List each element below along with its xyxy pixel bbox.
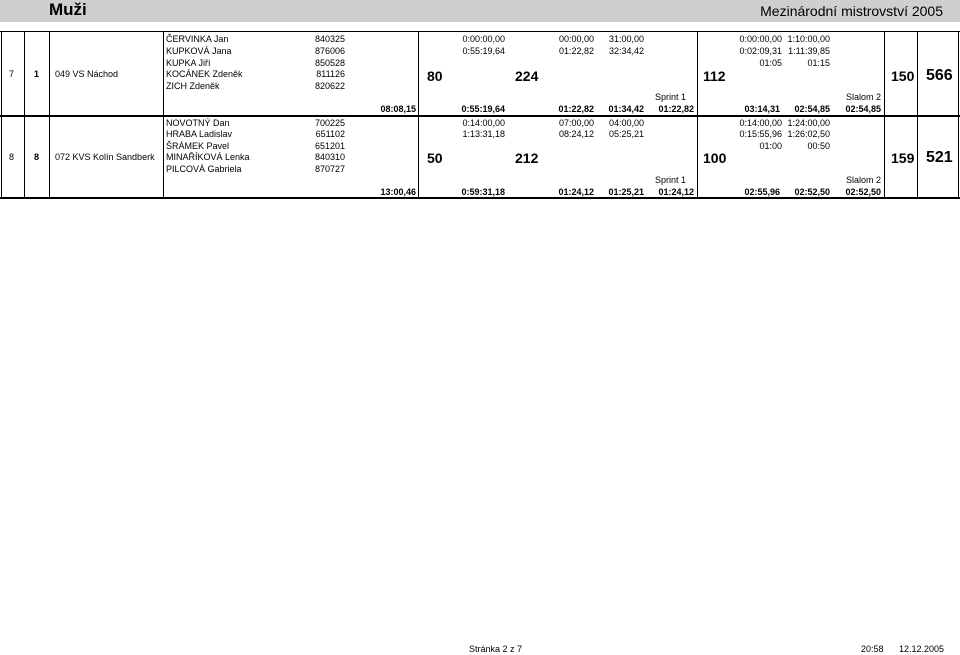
time-cell: 1:24:00,00	[787, 118, 830, 128]
summary-time: 01:25,21	[608, 187, 644, 197]
member-id: 651102	[315, 129, 345, 139]
member-id: 651201	[314, 141, 345, 151]
points-2: 224	[515, 68, 539, 84]
summary-time: 08:08,15	[380, 104, 416, 114]
col-divider	[24, 31, 25, 199]
time-cell: 08:24,12	[558, 129, 594, 139]
team-rank: 8	[9, 152, 15, 162]
time-cell: 0:55:19,64	[462, 46, 505, 56]
summary-time: 01:24,12	[658, 187, 694, 197]
time-cell: 01:22,82	[558, 46, 594, 56]
col-divider	[49, 31, 50, 199]
member-id: 850528	[314, 58, 345, 68]
time-cell: 1:26:02,50	[787, 129, 830, 139]
time-cell: 04:00,00	[608, 118, 644, 128]
summary-time: 01:24,12	[558, 187, 594, 197]
member-id: 876006	[314, 46, 345, 56]
time-cell: 0:00:00,00	[739, 34, 782, 44]
summary-time: 13:00,46	[380, 187, 416, 197]
team-club: 072 KVS Kolín Sandberk	[55, 152, 155, 162]
summary-time: 02:52,50	[845, 187, 881, 197]
summary-time: 01:34,42	[608, 104, 644, 114]
member-id: 840310	[314, 152, 345, 162]
member-name: HRABA Ladislav	[166, 129, 233, 139]
sprint-label: Sprint 1	[655, 92, 687, 102]
points-1: 50	[427, 150, 443, 166]
summary-time: 0:55:19,64	[461, 104, 505, 114]
points-3: 100	[703, 150, 727, 166]
member-name: ČERVINKA Jan	[166, 34, 229, 44]
points-1: 80	[427, 68, 443, 84]
col-divider	[1, 31, 2, 199]
time-cell: 31:00,00	[608, 34, 644, 44]
time-cell: 1:11:39,85	[788, 46, 830, 56]
time-cell: 0:00:00,00	[462, 34, 505, 44]
summary-time: 03:14,31	[744, 104, 780, 114]
event-title: Mezinárodní mistrovství 2005	[760, 3, 943, 19]
time-cell: 07:00,00	[558, 118, 594, 128]
page-title: Muži	[49, 0, 87, 19]
summary-time: 0:59:31,18	[461, 187, 505, 197]
member-id: 870727	[314, 164, 345, 174]
points-2: 212	[515, 150, 539, 166]
team-start-number: 1	[34, 69, 40, 79]
row-divider	[0, 115, 960, 117]
time-cell: 0:14:00,00	[739, 118, 782, 128]
summary-time: 02:54,85	[845, 104, 881, 114]
summary-time: 02:55,96	[744, 187, 780, 197]
member-name: KOCÁNEK Zdeněk	[166, 69, 243, 79]
time-cell: 0:15:55,96	[739, 129, 782, 139]
points-4: 150	[891, 68, 915, 84]
summary-time: 02:54,85	[794, 104, 830, 114]
member-id: 820622	[314, 81, 345, 91]
time-cell: 05:25,21	[608, 129, 644, 139]
summary-time: 01:22,82	[558, 104, 594, 114]
time-cell: 01:05	[759, 58, 782, 68]
time-cell: 32:34,42	[608, 46, 644, 56]
summary-time: 02:52,50	[794, 187, 830, 197]
page-number: Stránka 2 z 7	[469, 644, 523, 654]
member-name: KUPKA Jiří	[166, 58, 211, 68]
member-name: MINAŘÍKOVÁ Lenka	[166, 152, 250, 162]
summary-time: 01:22,82	[658, 104, 694, 114]
team-club: 049 VS Náchod	[55, 69, 119, 79]
member-id: 840325	[314, 34, 345, 44]
team-rank: 7	[9, 69, 15, 79]
col-divider	[697, 31, 698, 199]
points-4: 159	[891, 150, 915, 166]
col-divider	[917, 31, 918, 199]
time-cell: 01:00	[759, 141, 782, 151]
member-name: KUPKOVÁ Jana	[166, 46, 232, 56]
time-cell: 1:10:00,00	[787, 34, 830, 44]
print-time: 20:58	[861, 644, 884, 654]
member-name: NOVOTNÝ Dan	[166, 118, 230, 128]
team-total: 521	[926, 149, 953, 166]
member-id: 700225	[314, 118, 345, 128]
time-cell: 0:02:09,31	[739, 46, 782, 56]
col-divider	[958, 31, 959, 199]
slalom-label: Slalom 2	[846, 175, 882, 185]
team-total: 566	[926, 67, 953, 84]
time-cell: 0:14:00,00	[462, 118, 505, 128]
sprint-label: Sprint 1	[655, 175, 687, 185]
member-name: ZICH Zdeněk	[166, 81, 220, 91]
slalom-label: Slalom 2	[846, 92, 882, 102]
points-3: 112	[703, 68, 726, 84]
print-date: 12.12.2005	[899, 644, 945, 654]
table-border-top	[0, 31, 960, 32]
member-id: 811126	[316, 69, 345, 79]
team-start-number: 8	[34, 152, 40, 162]
col-divider	[884, 31, 885, 199]
member-name: PILCOVÁ Gabriela	[166, 164, 242, 174]
time-cell: 1:13:31,18	[462, 129, 505, 139]
col-divider	[418, 31, 419, 199]
time-cell: 01:15	[807, 58, 830, 68]
col-divider	[163, 31, 164, 199]
time-cell: 00:00,00	[558, 34, 594, 44]
member-name: ŠRÁMEK Pavel	[166, 141, 230, 151]
time-cell: 00:50	[807, 141, 830, 151]
